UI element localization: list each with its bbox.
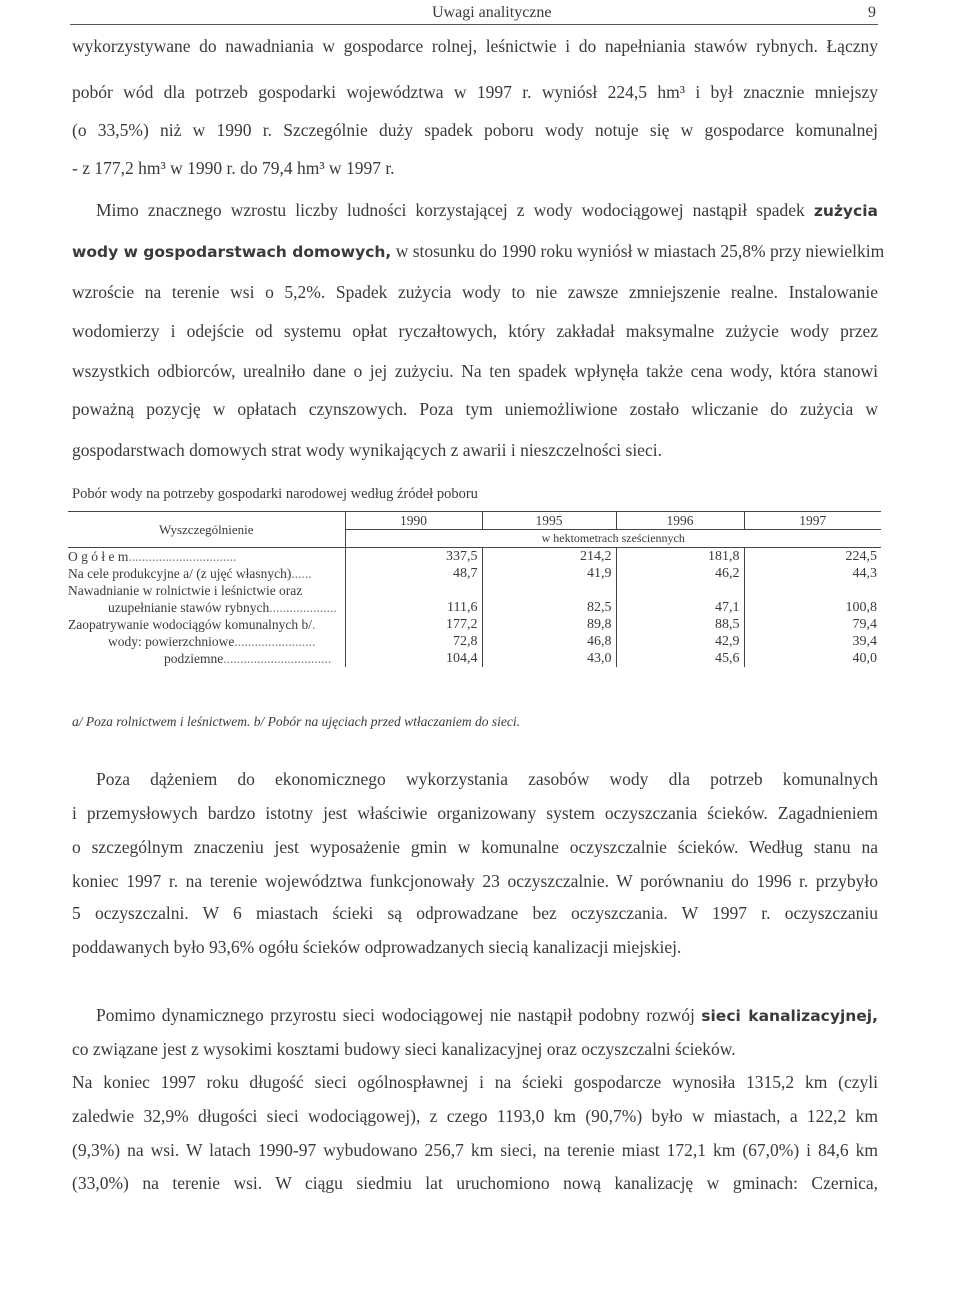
cell: 214,2 [482, 548, 616, 566]
cell [345, 582, 482, 599]
leader-dots: ................................ [223, 651, 332, 666]
cell: 89,8 [482, 616, 616, 633]
text-line [72, 241, 885, 262]
text-line: 5 oczyszczalni. W 6 miastach ścieki są odprowadzane bez oczyszczania. W 1997 r. oczyszczaniu [72, 903, 878, 923]
row-label-text: Na cele produkcyjne a/ (z ujęć własnych) [68, 566, 292, 581]
cell: 224,5 [744, 548, 881, 566]
row-label-text: Nawadnianie w rolnictwie i leśnictwie oraz [68, 583, 303, 598]
text-line: - z 177,2 hm³ w 1990 r. do 79,4 hm³ w 1997 r. [72, 158, 395, 178]
year-header: 1997 [744, 512, 881, 530]
text-line: gospodarstwach domowych strat wody wynikających z awarii i nieszczelności sieci. [72, 440, 662, 460]
water-intake-table [68, 511, 881, 667]
running-title: Uwagi analityczne [432, 4, 552, 21]
cell: 48,7 [345, 565, 482, 582]
cell [744, 582, 881, 599]
text-line: pobór wód dla potrzeb gospodarki województwa w 1997 r. wyniósł 224,5 hm³ i był znacznie mniejszy [72, 82, 878, 102]
cell: 40,0 [744, 650, 881, 667]
row-label [68, 582, 345, 599]
cell: 46,2 [616, 565, 744, 582]
text-line: i przemysłowych bardzo istotny jest właściwie organizowany system oczyszczania ścieków. Zagadnieniem [72, 803, 878, 823]
year-header: 1990 [345, 512, 482, 530]
text-line: Na koniec 1997 roku długość sieci ogólnospławnej i na ścieki gospodarcze wynosiła 1315,2 km (czyli [72, 1072, 878, 1092]
text-span: w stosunku do 1990 roku wyniósł w miastach 25,8% przy niewielkim [391, 241, 885, 261]
cell: 104,4 [345, 650, 482, 667]
leader-dots: ................................ [128, 549, 237, 564]
cell: 45,6 [616, 650, 744, 667]
leader-dots: ........................ [234, 634, 316, 649]
bold-term: zużycia [813, 202, 878, 220]
text-line: zaledwie 32,9% długości sieci wodociągowej), z czego 1193,0 km (90,7%) było w miastach, a 122,2 km [72, 1106, 878, 1126]
row-label [68, 565, 345, 582]
cell: 44,3 [744, 565, 881, 582]
row-label-text: uzupełnianie stawów rybnych [108, 600, 270, 615]
row-label [68, 633, 345, 650]
table-row [68, 616, 881, 633]
text-line: poważną pozycję w opłatach czynszowych. Poza tym uniemożliwione zostało wliczanie do zużycia w [72, 399, 878, 419]
table-footnote: a/ Poza rolnictwem i leśnictwem. b/ Pobór na ujęciach przed wtłaczaniem do sieci. [72, 714, 520, 729]
cell: 41,9 [482, 565, 616, 582]
bold-term: wody w gospodarstwach domowych, [72, 243, 392, 261]
cell: 177,2 [345, 616, 482, 633]
text-line: koniec 1997 r. na terenie województwa funkcjonowały 23 oczyszczalnie. W porównaniu do 1996 r. przybyło [72, 871, 878, 891]
cell: 88,5 [616, 616, 744, 633]
text-line: o szczególnym znaczeniu jest wyposażenie gmin w komunalne oczyszczalnie ścieków. Według stanu na [72, 837, 878, 857]
text-line: wykorzystywane do nawadniania w gospodarce rolnej, leśnictwie i do napełniania stawów rybnych. Łączny [72, 36, 878, 56]
cell: 43,0 [482, 650, 616, 667]
cell: 181,8 [616, 548, 744, 566]
cell: 82,5 [482, 599, 616, 616]
text-line: (o 33,5%) niż w 1990 r. Szczególnie duży spadek poboru wody notuje się w gospodarce komunalnej [72, 120, 878, 140]
text-line: Poza dążeniem do ekonomicznego wykorzystania zasobów wody dla potrzeb komunalnych [96, 769, 878, 789]
text-line: (33,0%) na terenie wsi. W ciągu siedmiu lat uruchomiono nową kanalizację w gminach: Czernica, [72, 1173, 878, 1193]
table-row [68, 548, 881, 566]
row-label-text: Zaopatrywanie wodociągów komunalnych b/ [68, 617, 313, 632]
text-line [96, 200, 878, 221]
cell: 111,6 [345, 599, 482, 616]
leader-dots: .................... [269, 600, 337, 615]
table-row [68, 650, 881, 667]
text-line: wszystkich odbiorców, urealniło dane o jej zużyciu. Na ten spadek wpłynęła także cena wody, która stanowi [72, 361, 878, 381]
table-row [68, 565, 881, 582]
row-label [68, 650, 345, 667]
row-label [68, 548, 345, 566]
table-header-row [68, 512, 881, 530]
cell: 79,4 [744, 616, 881, 633]
text-span: Mimo znacznego wzrostu liczby ludności korzystającej z wody wodociągowej nastąpił spadek [96, 200, 814, 220]
year-header: 1995 [482, 512, 616, 530]
cell: 337,5 [345, 548, 482, 566]
stub-header: Wyszczególnienie [68, 512, 345, 548]
row-label-text: podziemne [164, 651, 224, 666]
table-row [68, 599, 881, 616]
cell: 47,1 [616, 599, 744, 616]
leader-dots: ...... [291, 566, 312, 581]
table-row [68, 633, 881, 650]
row-label-text: wody: powierzchniowe [108, 634, 235, 649]
text-line: co związane jest z wysokimi kosztami budowy sieci kanalizacyjnej oraz oczyszczalni ścieków. [72, 1039, 736, 1059]
text-line [96, 1005, 878, 1026]
page-number: 9 [868, 4, 876, 21]
bold-term: sieci kanalizacyjnej, [701, 1007, 879, 1025]
text-line: (9,3%) na wsi. W latach 1990-97 wybudowano 256,7 km sieci, na terenie miast 172,1 km (67,0%) i 84,6 km [72, 1140, 878, 1160]
table-caption: Pobór wody na potrzeby gospodarki narodowej według źródeł poboru [72, 486, 478, 502]
cell: 72,8 [345, 633, 482, 650]
row-label [68, 616, 345, 633]
cell [482, 582, 616, 599]
cell: 100,8 [744, 599, 881, 616]
row-label [68, 599, 345, 616]
running-header [70, 2, 878, 25]
text-span: Pomimo dynamicznego przyrostu sieci wodociągowej nie nastąpił podobny rozwój [96, 1005, 702, 1025]
cell [616, 582, 744, 599]
text-line: poddawanych było 93,6% ogółu ścieków odprowadzanych siecią kanalizacji miejskiej. [72, 937, 682, 957]
leader-dots: . [312, 617, 316, 632]
text-line: wodomierzy i odejście od systemu opłat ryczałtowych, który zakładał maksymalne zużycie wody przez [72, 321, 878, 341]
unit-label: w hektometrach sześciennych [345, 530, 881, 548]
text-line: wzroście na terenie wsi o 5,2%. Spadek zużycia wody to nie zawsze zmniejszenie realne. Instalowanie [72, 282, 878, 302]
year-header: 1996 [616, 512, 744, 530]
cell: 42,9 [616, 633, 744, 650]
table-row [68, 582, 881, 599]
row-label-text: O g ó ł e m [68, 549, 129, 564]
cell: 39,4 [744, 633, 881, 650]
cell: 46,8 [482, 633, 616, 650]
